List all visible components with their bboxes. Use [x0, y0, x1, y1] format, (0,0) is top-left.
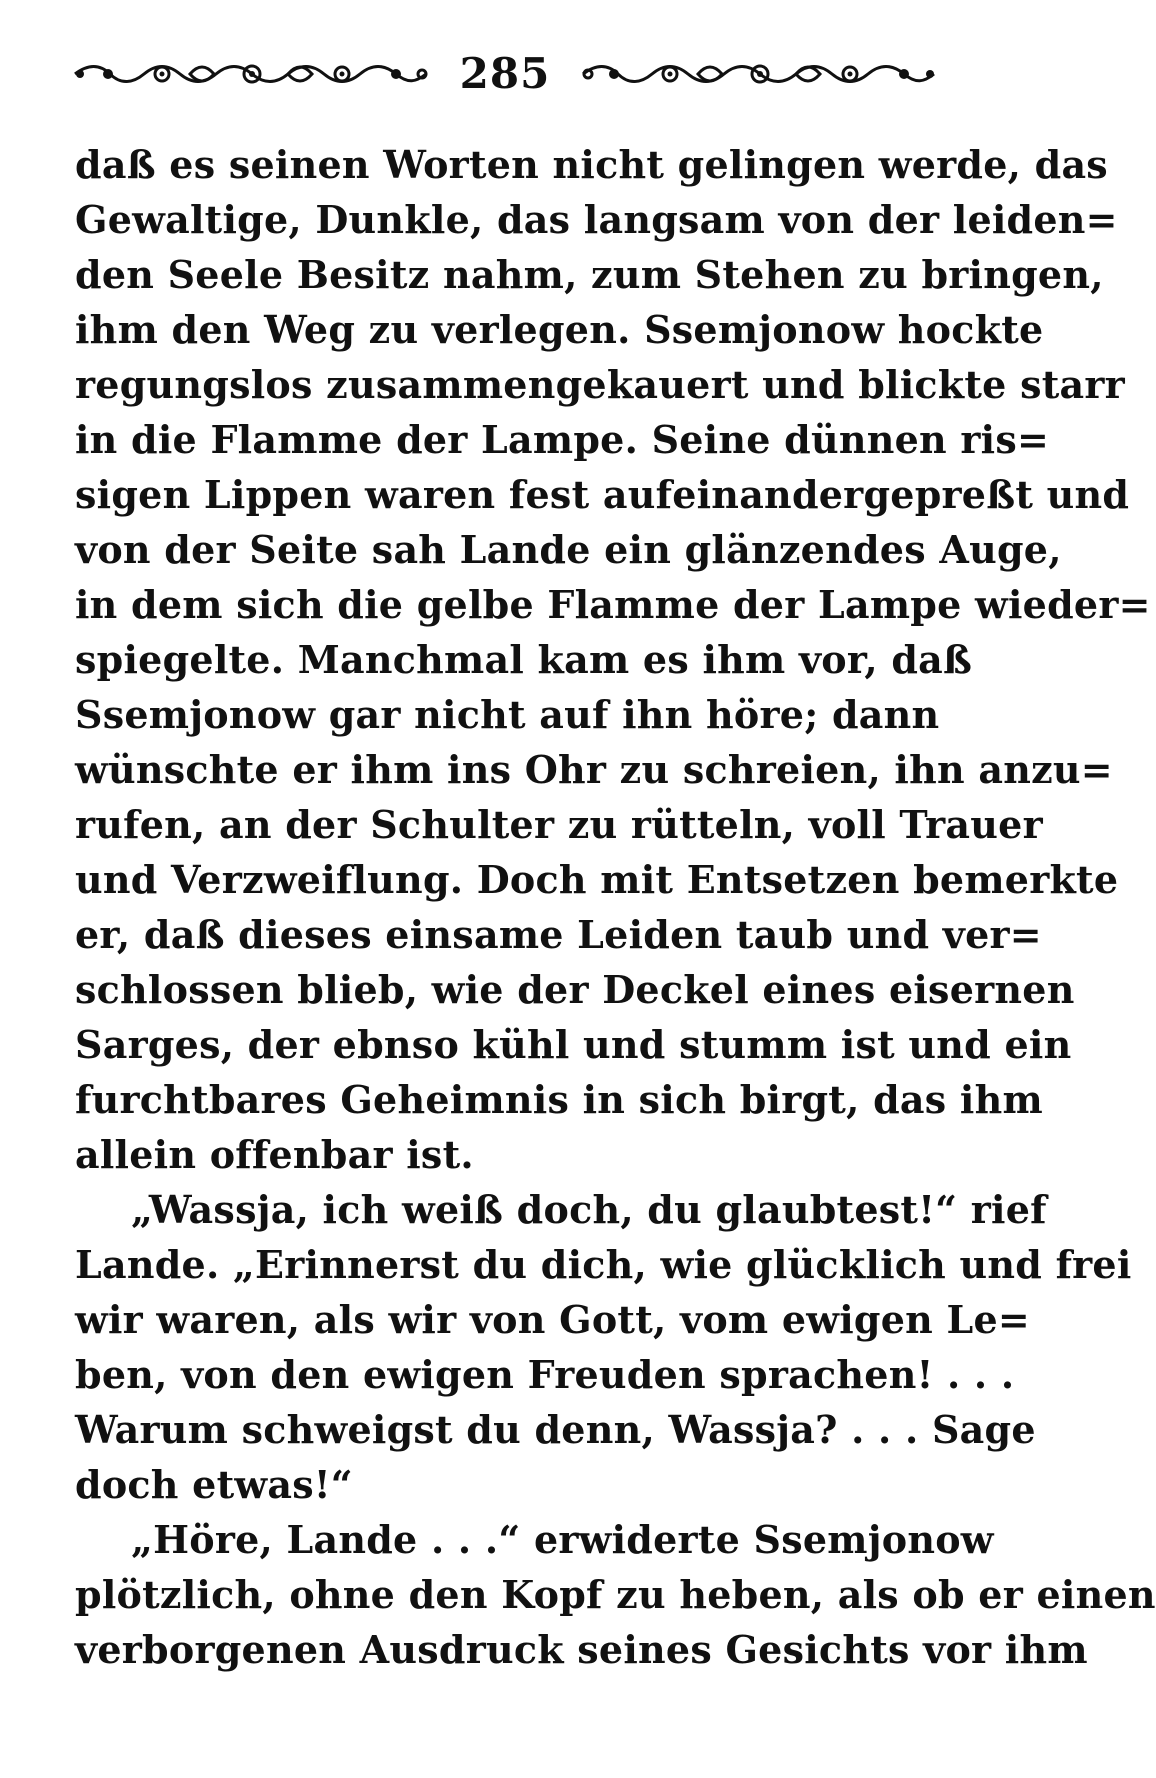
text-line: in dem sich die gelbe Flamme der Lampe wieder= — [75, 582, 1151, 627]
floral-ornament-right-icon — [578, 57, 940, 91]
text-line: Ssemjonow gar nicht auf ihn höre; dann — [75, 692, 940, 737]
text-line: spiegelte. Manchmal kam es ihm vor, daß — [75, 637, 973, 682]
text-line: ihm den Weg zu verlegen. Ssemjonow hockte — [75, 307, 1044, 352]
text-line: wir waren, als wir von Gott, vom ewigen Le= — [75, 1297, 1031, 1342]
text-line: er, daß dieses einsame Leiden taub und ver= — [75, 912, 1042, 957]
text-line: in die Flamme der Lampe. Seine dünnen ris= — [75, 417, 1050, 462]
body-text — [75, 137, 1156, 1677]
text-line: und Verzweiflung. Doch mit Entsetzen bemerkte — [75, 857, 1119, 902]
text-line: von der Seite sah Lande ein glänzendes Auge, — [75, 527, 1062, 572]
text-line: sigen Lippen waren fest aufeinandergepreßt und — [75, 472, 1130, 517]
text-line: daß es seinen Worten nicht gelingen werde, das — [75, 142, 1108, 187]
text-line: allein offenbar ist. — [75, 1132, 474, 1177]
text-line: ben, von den ewigen Freuden sprachen! . . . — [75, 1352, 1015, 1397]
page-number: 285 — [459, 49, 551, 98]
text-line: furchtbares Geheimnis in sich birgt, das ihm — [75, 1077, 1043, 1122]
text-line: doch etwas!“ — [75, 1462, 353, 1507]
text-line: regungslos zusammengekauert und blickte starr — [75, 362, 1125, 407]
page-header — [70, 44, 940, 104]
floral-ornament-left-icon — [70, 57, 432, 91]
text-line: den Seele Besitz nahm, zum Stehen zu bringen, — [75, 252, 1104, 297]
text-line: Gewaltige, Dunkle, das langsam von der leiden= — [75, 197, 1118, 242]
text-line: schlossen blieb, wie der Deckel eines eisernen — [75, 967, 1075, 1012]
text-line: Sarges, der ebnso kühl und stumm ist und ein — [75, 1022, 1072, 1067]
text-line: wünschte er ihm ins Ohr zu schreien, ihn anzu= — [75, 747, 1113, 792]
text-line: verborgenen Ausdruck seines Gesichts vor ihm — [75, 1627, 1088, 1672]
text-line: rufen, an der Schulter zu rütteln, voll Trauer — [75, 802, 1043, 847]
text-line: Lande. „Erinnerst du dich, wie glücklich und frei — [75, 1242, 1132, 1287]
text-line: „Höre, Lande . . .“ erwiderte Ssemjonow — [131, 1517, 994, 1562]
text-line: „Wassja, ich weiß doch, du glaubtest!“ rief — [131, 1187, 1047, 1232]
text-line: plötzlich, ohne den Kopf zu heben, als ob er einen — [75, 1572, 1156, 1617]
text-line: Warum schweigst du denn, Wassja? . . . Sage — [75, 1407, 1036, 1452]
